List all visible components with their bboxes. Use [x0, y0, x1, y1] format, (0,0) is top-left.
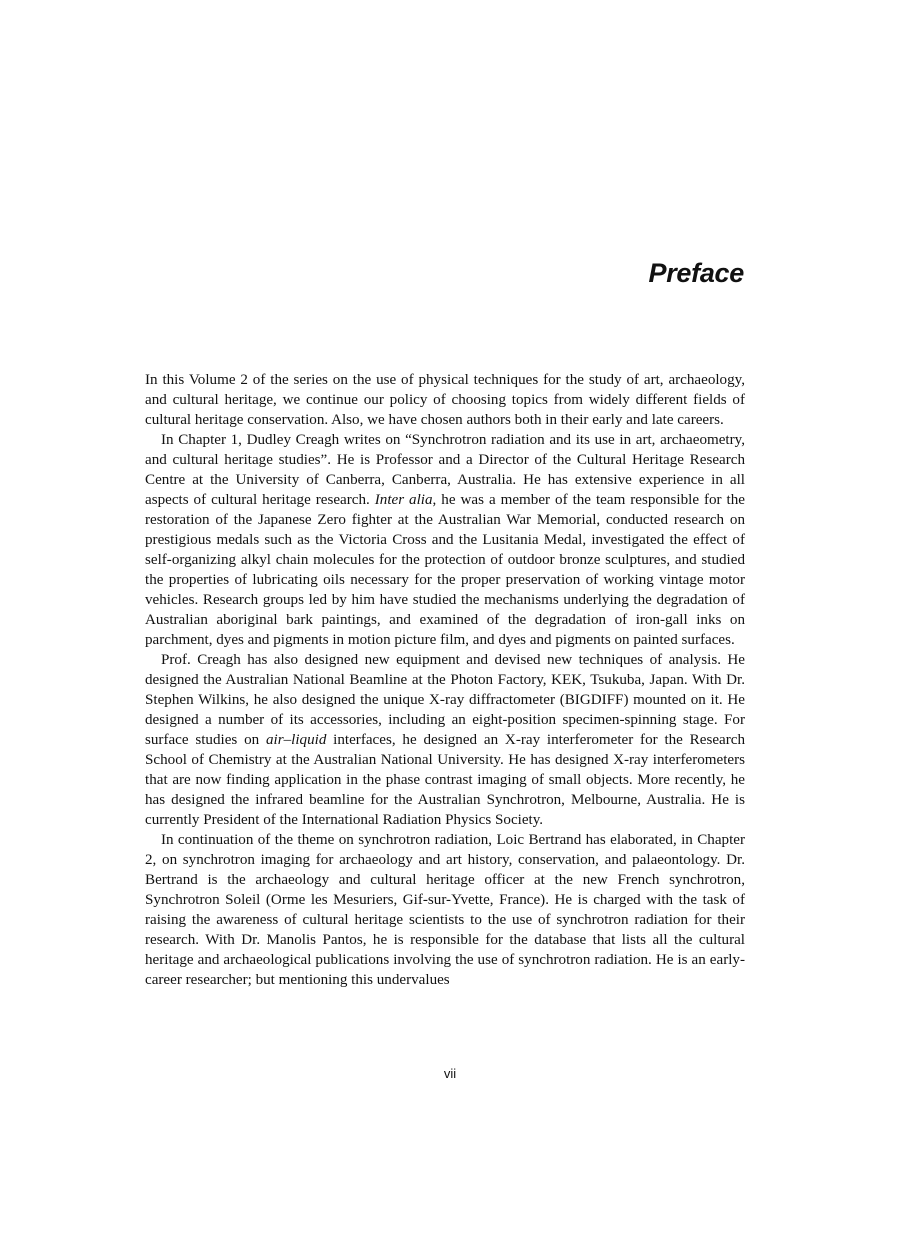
- page-title: Preface: [648, 258, 744, 288]
- text-run: In Chapter 1, Dudley Creagh writes on “Synchrotron radiation and its use in art, archaeometry, and cultural heritage studies”. He is Professor and a Director of the Cultural Heritage Research Centre at the University of Canberra, Canberra, Australia. He has extensive experience in all aspects of cultural heritage research.: [145, 432, 745, 508]
- paragraph: [145, 370, 745, 430]
- paragraph: [145, 830, 745, 990]
- text-run: In continuation of the theme on synchrotron radiation, Loic Bertrand has elaborated, in Chapter 2, on synchrotron imaging for archaeology and art history, conservation, and palaeontology. Dr. Bertrand is the archaeology and cultural heritage officer at the new French synchrotron, Synchrotron Soleil (Orme les Mesuriers, Gif-sur-Yvette, France). He is charged with the task of raising the awareness of cultural heritage scientists to the use of synchrotron radiation for their research. With Dr. Manolis Pantos, he is responsible for the database that lists all the cultural heritage and archaeological publications involving the use of synchrotron radiation. He is an early-career researcher; but mentioning this undervalues: [145, 832, 745, 988]
- text-run: Prof. Creagh has also designed new equipment and devised new techniques of analysis. He designed the Australian National Beamline at the Photon Factory, KEK, Tsukuba, Japan. With Dr. Stephen Wilkins, he also designed the unique X-ray diffractometer (BIGDIFF) mounted on it. He designed a number of its accessories, including an eight-position specimen-spinning stage. For surface studies on: [145, 652, 745, 748]
- text-run: , he was a member of the team responsible for the restoration of the Japanese Zero fighter at the Australian War Memorial, conducted research on prestigious medals such as the Victoria Cross and the Lusitania Medal, investigated the effect of self-organizing alkyl chain molecules for the protection of outdoor bronze sculptures, and studied the properties of lubricating oils necessary for the proper preservation of working vintage motor vehicles. Research groups led by him have studied the mechanisms underlying the degradation of Australian aboriginal bark paintings, and examined of the degradation of iron-gall inks on parchment, dyes and pigments in motion picture film, and dyes and pigments on painted surfaces.: [145, 492, 745, 648]
- paragraph: [145, 650, 745, 830]
- paragraph: [145, 430, 745, 650]
- page-number: vii: [443, 1066, 457, 1081]
- text-run: In this Volume 2 of the series on the use of physical techniques for the study of art, archaeology, and cultural heritage, we continue our policy of choosing topics from widely different fields of cultural heritage conservation. Also, we have chosen authors both in their early and late careers.: [145, 372, 745, 428]
- italic-text-run: Inter alia: [374, 492, 433, 508]
- italic-text-run: air–liquid: [265, 732, 327, 748]
- preface-body: [145, 370, 745, 990]
- text-run: interfaces, he designed an X-ray interferometer for the Research School of Chemistry at the Australian National University. He has designed X-ray interferometers that are now finding application in the phase contrast imaging of small objects. More recently, he has designed the infrared beamline for the Australian Synchrotron, Melbourne, Australia. He is currently President of the International Radiation Physics Society.: [145, 732, 745, 828]
